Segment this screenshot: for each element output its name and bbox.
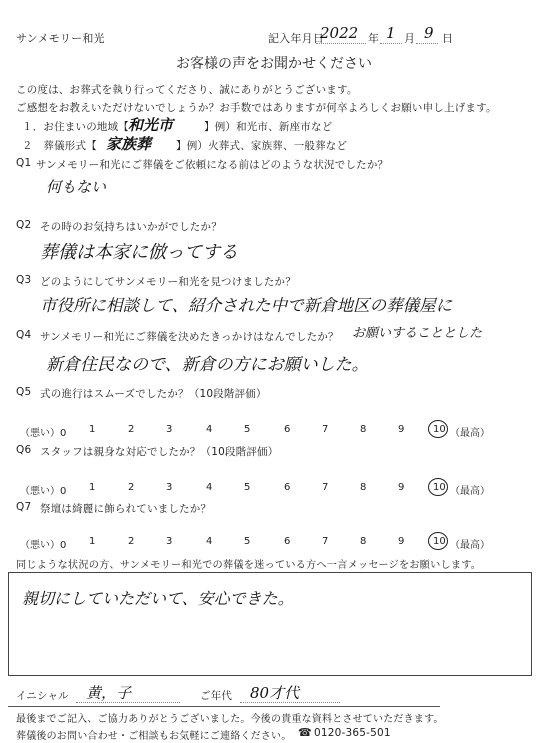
page-title: お客様の声をお聞かせください [176,56,372,72]
footer-thanks: 最後までご記入、ご協力ありがとうございました。今後の貴重な資料とさせていただきます。 [16,714,444,725]
q3-text: どのようにしてサンメモリー和光を見つけましたか？ [40,276,296,288]
q5-scale-1: 1 [89,424,96,435]
message-answer: 親切にしていただいて、安心できた。 [22,589,294,608]
q6-scale-good: （最高） [450,486,490,497]
q6-scale-5: 5 [244,482,251,493]
q5-scale-bad: （悪い）0 [20,428,67,439]
q5-scale-10: 10 [433,424,446,435]
q7-text: 祭壇は綺麗に飾られていましたか？ [40,503,212,515]
q5-scale-4: 4 [206,424,213,435]
age-underline [240,702,340,703]
q7-scale-4: 4 [206,536,213,547]
q3-answer-continued: お願いすることとした [352,326,483,341]
date-label: 記入年月日 [268,32,324,45]
day-unit: 日 [442,32,454,45]
q4-answer: 新倉住民なので、新倉の方にお願いした。 [46,355,369,375]
month-underline [380,43,402,44]
q5-number: Q5 [16,386,32,398]
q6-scale-7: 7 [322,482,329,493]
q6-scale-1: 1 [89,482,96,493]
q7-scale-3: 3 [166,536,173,547]
q6-scale-8: 8 [360,482,367,493]
message-prompt: 同じような状況の方、サンメモリー和光での葬儀を迷っている方へ一言メッセージをお願いします。 [16,560,482,571]
age-label: ご年代 [200,690,233,702]
q5-scale-good: （最高） [450,428,490,439]
q7-selected-circle [428,532,448,550]
q4-number: Q4 [16,329,32,341]
q6-number: Q6 [16,444,32,456]
day-underline [416,43,438,44]
intro-line-1: この度は、お葬式を執り行ってくださり、誠にありがとうございます。 [16,84,358,96]
q7-scale-bad: （悪い）0 [20,540,67,551]
footer-divider [8,706,440,707]
phone-icon: ☎ [298,726,312,739]
q7-scale-good: （最高） [450,540,490,551]
q6-scale-2: 2 [128,482,135,493]
q1-text: サンメモリー和光にご葬儀をご依頼になる前はどのような状況でしたか？ [36,159,389,171]
footer-contact: 葬儀後のお問い合わせ・ご相談もお気軽にご連絡ください。 [16,731,292,742]
q7-scale-7: 7 [322,536,329,547]
initial-label: イニシャル [16,690,69,702]
q6-scale-9: 9 [398,482,405,493]
q6-scale-3: 3 [166,482,173,493]
q2-text: その時のお気持ちはいかがでしたか？ [40,221,222,233]
q3-answer: 市役所に相談して、紹介された中で新倉地区の葬儀屋に [40,296,453,315]
q7-scale-2: 2 [128,536,135,547]
region-answer: 和光市 [128,116,174,134]
q7-scale-5: 5 [244,536,251,547]
q6-selected-circle [428,478,448,496]
q5-scale-9: 9 [398,424,405,435]
intro-line-2: ご感想をお教えいただけないでしょうか？お手数ではありますが何卒よろしくお願い申し上げます。 [16,102,497,114]
q6-scale-10: 10 [433,482,446,493]
q7-scale-8: 8 [360,536,367,547]
region-suffix: 】例）和光市、新座市など [204,121,333,133]
q5-scale-8: 8 [360,424,367,435]
date-year: 2022 [320,24,359,42]
q6-scale-6: 6 [284,482,291,493]
q5-text: 式の進行はスムーズでしたか？（10段階評価） [40,388,267,400]
q6-text: スタッフは親身な対応でしたか？（10段階評価） [40,446,279,458]
q6-scale-bad: （悪い）0 [20,486,67,497]
q7-scale-10: 10 [433,536,446,547]
q1-answer: 何もない [46,178,107,196]
q2-answer: 葬儀は本家に倣ってする [40,242,238,263]
region-label: １．お住まいの地域【 [22,121,129,133]
date-day: 9 [424,24,434,42]
q5-scale-3: 3 [166,424,173,435]
q1-number: Q1 [16,157,32,169]
q5-selected-circle [428,420,448,438]
q6-scale-4: 4 [206,482,213,493]
year-unit: 年 [368,32,380,45]
q4-text: サンメモリー和光にご葬儀を決めたきっかけはなんでしたか？ [40,331,339,343]
funeral-type-answer: 家族葬 [106,135,152,153]
footer-phone: 0120-365-501 [314,727,391,739]
funeral-type-label: ２ 葬儀形式【 [22,140,97,152]
year-underline [316,43,366,44]
q5-scale-5: 5 [244,424,251,435]
initial-underline [76,702,180,703]
funeral-type-suffix: 】例）火葬式、家族葬、一般葬など [176,140,348,152]
q7-number: Q7 [16,501,32,513]
q7-scale-1: 1 [89,536,96,547]
age-value: 80才代 [250,684,300,702]
initial-value: 黄，子 [86,684,132,702]
company-name: サンメモリー和光 [16,32,105,45]
q5-scale-7: 7 [322,424,329,435]
q3-number: Q3 [16,274,32,286]
q2-number: Q2 [16,219,32,231]
q7-scale-9: 9 [398,536,405,547]
q5-scale-6: 6 [284,424,291,435]
q7-scale-6: 6 [284,536,291,547]
date-month: 1 [386,24,396,42]
q5-scale-2: 2 [128,424,135,435]
month-unit: 月 [404,32,416,45]
